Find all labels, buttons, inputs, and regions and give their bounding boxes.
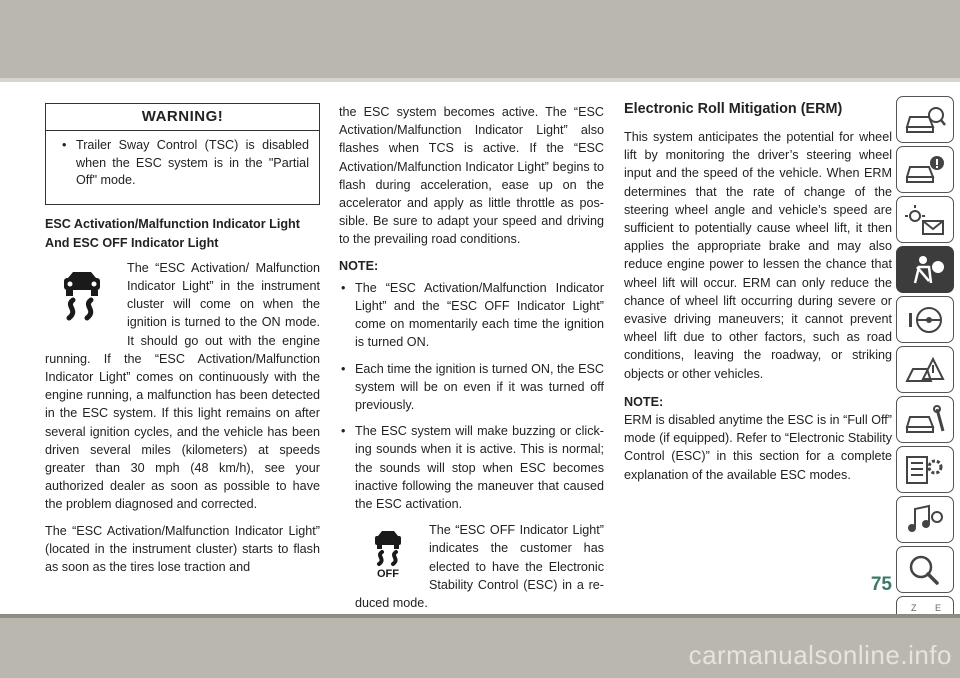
light-message-icon	[903, 203, 947, 237]
tab-in-case-of-emergency[interactable]	[896, 346, 954, 393]
index-letter: E	[935, 602, 942, 613]
list-item: • Each time the ignition is turned ON, the ESC system will be on even if it was turned off previously.	[339, 360, 604, 415]
seatbelt-airbag-icon	[903, 253, 947, 287]
car-magnifier-icon	[903, 103, 947, 137]
car-info-icon	[903, 153, 947, 187]
list-item: • The ESC system will make buzzing or clicking sounds when it is active. This is normal; the sounds will stop when ESC becomes inactive following the maneuver that caused the ESC activation.	[339, 422, 604, 513]
warning-item: • Trailer Sway Control (TSC) is disabled when the ESC system is in the "Partial Off" mode.	[46, 131, 319, 196]
section-heading-esc-light: ESC Activation/Malfunction Indicator Light And ESC OFF Indicator Light	[45, 216, 300, 250]
note-bullet-list	[339, 279, 604, 513]
paragraph-erm-note: ERM is disabled anytime the ESC is in “Full Off” mode (if equipped). Refer to “Electronic Stability Control (ESC)” in this section for a complete explanation of the available ESC modes.	[624, 413, 892, 482]
tab-servicing-maintenance[interactable]	[896, 396, 954, 443]
paragraph-esc-active: the ESC system becomes active. The “ESC Activation/Malfunction Indicator Light” also flashes when TCS is active. If the “ESC Activation/Malfunction Indicator Light” begins to flash during acceleration, ease up on the accelerator and apply as little throttle as possible. Be sure to adapt your speed and driving to the prevailing road conditions.	[339, 105, 604, 247]
paragraph-flash: The “ESC Activation/Malfunction Indicator Light” (located in the instrument cluster) starts to flash as soon as the tires lose traction and	[45, 523, 320, 574]
tab-starting-operating[interactable]	[896, 296, 954, 343]
music-gps-icon	[903, 503, 947, 537]
esc-skid-icon	[45, 259, 119, 333]
steering-wheel-icon	[903, 303, 947, 337]
note-label: NOTE:	[339, 258, 379, 273]
paragraph-esc-off-text: The “ESC OFF Indicator Light” indicates the customer has elected to have the Electronic Stability Control (ESC) in a reduced mode.	[355, 523, 604, 611]
top-band-line	[0, 78, 960, 82]
esc-off-icon-label: OFF	[377, 568, 399, 580]
search-icon	[903, 553, 947, 587]
paragraph-esc-light	[45, 259, 320, 514]
paragraph-esc-light-text: The “ESC Activation/ Malfunction Indicator Light” in the instrument cluster will come on when the ignition is turned to the ON mode. It should go out with the engine running. If the “ESC Activation/Malfunction Indicator Light” comes on continuously with the engine running, a malfunction has been detected in the ESC system. If this light remains on after several ignition cycles, and the vehicle has been driven several miles (kilometers) at speeds greater than 30 mph (48 km/h), see your authorized dealer as soon as possible to have the problem diagnosed and corrected.	[45, 260, 320, 512]
page-number: 75	[870, 574, 892, 595]
bottom-band-line	[0, 614, 960, 618]
tab-multimedia[interactable]	[896, 496, 954, 543]
tab-technical-specifications[interactable]	[896, 446, 954, 493]
car-wrench-icon	[903, 403, 947, 437]
emergency-triangle-icon	[903, 353, 947, 387]
column-1	[45, 103, 320, 584]
index-letter: Z	[911, 602, 917, 613]
warning-title: WARNING!	[46, 104, 319, 131]
chapter-tabs	[896, 96, 956, 646]
section-heading-erm: Electronic Roll Mitigation (ERM)	[624, 101, 843, 117]
esc-off-icon	[355, 521, 421, 587]
warning-box	[45, 103, 320, 205]
top-band	[0, 0, 960, 78]
tab-getting-to-know-vehicle[interactable]	[896, 96, 954, 143]
tab-safety[interactable]	[896, 246, 954, 293]
column-3	[624, 100, 892, 492]
watermark-text: carmanualsonline.info	[688, 640, 952, 670]
list-item: • The “ESC Activation/Malfunction Indicator Light” and the “ESC OFF Indicator Light” come on momentarily each time the ignition is turned ON.	[339, 279, 604, 352]
paragraph-erm: This system anticipates the potential for wheel lift by monitoring the driver’s steering wheel input and the speed of the vehicle. When ERM determines that the rate of change of the steering wheel angle and vehicle’s speed are sufficient to potentially cause wheel lift, it then applies the appropriate brake and may also reduce engine power to lessen the chance that wheel lift will occur. ERM can only reduce the chance of wheel lift occurring during severe or evasive driving maneuvers; it cannot prevent wheel lift due to other factors, such as road conditions, leaving the roadway, or striking objects or other vehicles.	[624, 130, 892, 381]
column-2	[339, 103, 604, 620]
spec-list-gear-icon	[903, 453, 947, 487]
tab-customer-assistance[interactable]	[896, 546, 954, 593]
tab-lights-messages[interactable]	[896, 196, 954, 243]
paragraph-esc-off	[355, 521, 604, 612]
tab-instrument-panel[interactable]	[896, 146, 954, 193]
note-label-erm: NOTE:	[624, 394, 664, 409]
